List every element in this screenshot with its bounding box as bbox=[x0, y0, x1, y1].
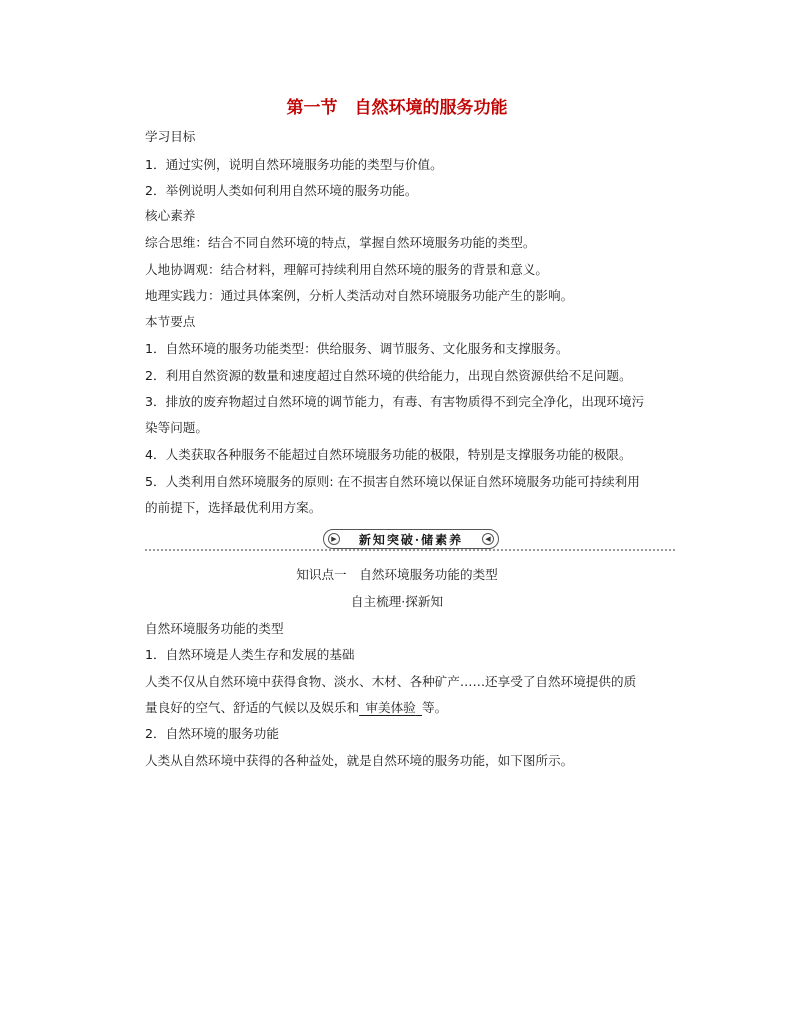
subsection-1-line2-pre: 量良好的空气、舒适的气候以及娱乐和 bbox=[145, 700, 360, 715]
subsection-1-line1: 人类不仅从自然环境中获得食物、淡水、木材、各种矿产……还享受了自然环境提供的质 bbox=[145, 674, 637, 689]
keypoint-item-2: 2．利用自然资源的数量和速度超过自然环境的供给能力，出现自然资源供给不足问题。 bbox=[145, 368, 632, 383]
literacy-item-2: 人地协调观：结合材料，理解可持续利用自然环境的服务的背景和意义。 bbox=[145, 262, 548, 277]
section-heading: 自然环境服务功能的类型 bbox=[145, 621, 284, 636]
section-divider bbox=[145, 527, 675, 553]
blank-answer-text: 审美体验 bbox=[365, 700, 416, 715]
subsection-2-heading: 2．自然环境的服务功能 bbox=[145, 726, 279, 741]
page-title: 第一节 自然环境的服务功能 bbox=[286, 98, 508, 118]
subsection-1-heading: 1．自然环境是人类生存和发展的基础 bbox=[145, 647, 355, 662]
keypoint-item-5-line2: 的前提下，选择最优利用方案。 bbox=[145, 500, 322, 515]
play-right-icon: ▶ bbox=[328, 533, 340, 545]
knowledge-point-title: 知识点一 自然环境服务功能的类型 bbox=[296, 567, 498, 582]
keypoint-item-3-line2: 染等问题。 bbox=[145, 420, 208, 435]
objective-item-1: 1．通过实例，说明自然环境服务功能的类型与价值。 bbox=[145, 157, 443, 172]
objectives-heading: 学习目标 bbox=[145, 129, 196, 144]
fill-in-blank-answer bbox=[359, 700, 422, 715]
literacy-heading: 核心素养 bbox=[145, 208, 196, 223]
keypoint-item-4: 4．人类获取各种服务不能超过自然环境服务功能的极限，特别是支撑服务功能的极限。 bbox=[145, 447, 632, 462]
literacy-item-1: 综合思维：结合不同自然环境的特点，掌握自然环境服务功能的类型。 bbox=[145, 235, 536, 250]
banner-label: 新知突破·储素养 bbox=[358, 532, 464, 547]
keypoint-item-1: 1．自然环境的服务功能类型：供给服务、调节服务、文化服务和支撑服务。 bbox=[145, 341, 569, 356]
subsection-2-line1: 人类从自然环境中获得的各种益处，就是自然环境的服务功能，如下图所示。 bbox=[145, 753, 574, 768]
subsection-1-line2 bbox=[145, 699, 447, 717]
literacy-item-3: 地理实践力：通过具体案例，分析人类活动对自然环境服务功能产生的影响。 bbox=[145, 288, 574, 303]
section-banner bbox=[323, 529, 499, 549]
objective-item-2: 2．举例说明人类如何利用自然环境的服务功能。 bbox=[145, 183, 418, 198]
keypoint-item-5-line1: 5．人类利用自然环境服务的原则: 在不损害自然环境以保证自然环境服务功能可持续利用 bbox=[145, 474, 640, 489]
play-left-icon: ◀ bbox=[482, 533, 494, 545]
keypoint-item-3-line1: 3．排放的废弃物超过自然环境的调节能力，有毒、有害物质得不到完全净化，出现环境污 bbox=[145, 394, 645, 409]
keypoints-heading: 本节要点 bbox=[145, 314, 196, 329]
dotted-rule bbox=[145, 549, 675, 551]
subsection-1-line2-post: 等。 bbox=[422, 700, 448, 715]
knowledge-subtitle: 自主梳理·探新知 bbox=[350, 594, 444, 609]
